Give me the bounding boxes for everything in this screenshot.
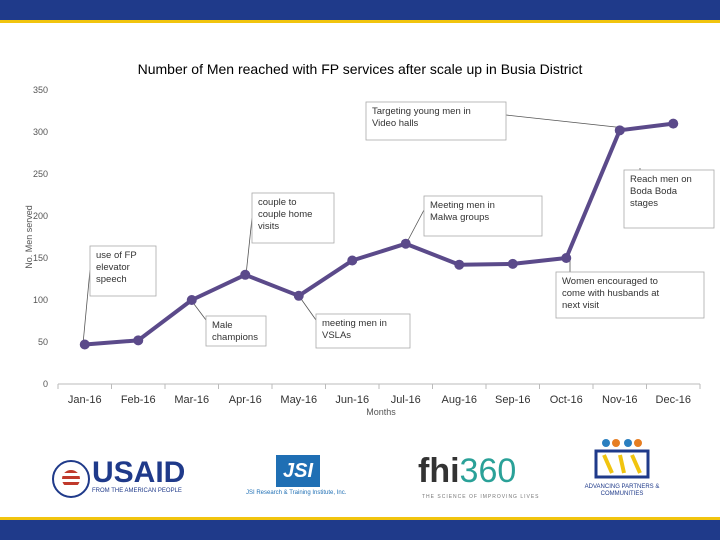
annotation-callout xyxy=(299,296,410,348)
annotation-text: Meeting men in xyxy=(430,200,495,211)
annotation-text: elevator xyxy=(96,262,130,273)
data-point xyxy=(561,253,571,263)
annotation-text: next visit xyxy=(562,300,599,311)
chart-title: Number of Men reached with FP services after scale up in Busia District xyxy=(137,61,583,77)
annotation-text: couple home xyxy=(258,209,313,220)
x-axis xyxy=(58,384,700,406)
x-tick-label: Jun-16 xyxy=(335,394,370,406)
annotation-pointer xyxy=(83,270,90,344)
x-tick-label: Feb-16 xyxy=(120,394,156,406)
data-point xyxy=(187,295,197,305)
x-tick-label: Sep-16 xyxy=(495,394,531,406)
data-point xyxy=(615,125,625,135)
x-tick-label: Jan-16 xyxy=(67,394,102,406)
data-point xyxy=(401,239,411,249)
annotation-text: Boda Boda xyxy=(630,186,678,197)
data-point xyxy=(668,119,678,129)
annotation-pointer xyxy=(406,210,424,244)
annotation-callout xyxy=(246,193,334,275)
y-tick-label: 350 xyxy=(32,85,48,95)
x-tick-label: May-16 xyxy=(280,394,318,406)
annotation-text: Male xyxy=(212,320,233,331)
y-tick-label: 100 xyxy=(32,295,48,305)
data-point xyxy=(80,340,90,350)
x-tick-label: Aug-16 xyxy=(441,394,477,406)
x-tick-label: Mar-16 xyxy=(174,394,210,406)
x-tick-label: Dec-16 xyxy=(655,394,691,406)
data-point xyxy=(508,259,518,269)
annotation-text: use of FP xyxy=(96,250,137,261)
fhi-360-suffix: 360 xyxy=(459,452,517,490)
fhi360-tagline: THE SCIENCE OF IMPROVING LIVES xyxy=(422,494,540,500)
usaid-shield-icon xyxy=(62,470,80,488)
y-tick-label: 250 xyxy=(32,169,48,179)
annotation-text: Targeting young men in xyxy=(372,106,471,117)
x-tick-label: Oct-16 xyxy=(549,394,583,406)
annotation-text: couple to xyxy=(258,197,297,208)
top-band xyxy=(0,0,720,20)
annotation-text: visits xyxy=(258,221,280,232)
annotation-text: Malwa groups xyxy=(430,212,490,223)
x-axis-label: Months xyxy=(366,407,396,417)
x-tick-label: Apr-16 xyxy=(228,394,262,406)
annotation-text: Reach men on xyxy=(630,174,692,185)
apc-logo-icon xyxy=(582,437,662,482)
usaid-seal-icon xyxy=(52,460,90,498)
fhi360-logo xyxy=(418,452,516,491)
usaid-logo: USAID xyxy=(92,456,186,489)
fhi-wordmark: fhi xyxy=(418,452,460,490)
y-tick-label: 50 xyxy=(37,337,48,347)
y-axis-label: No. Men served xyxy=(24,205,34,269)
annotation-pointer xyxy=(506,115,625,128)
data-point xyxy=(294,291,304,301)
jsi-logo: JSI xyxy=(276,455,320,487)
jsi-tagline: JSI Research & Training Institute, Inc. xyxy=(246,490,347,496)
data-point xyxy=(240,270,250,280)
annotation-text: come with husbands at xyxy=(562,288,660,299)
y-tick-label: 150 xyxy=(32,253,48,263)
data-point xyxy=(133,335,143,345)
top-accent-line xyxy=(0,20,720,23)
annotation-callout xyxy=(406,196,542,244)
annotation-text: speech xyxy=(96,274,127,285)
annotation-pointer xyxy=(246,218,252,275)
annotation-callout xyxy=(191,300,266,346)
annotation-callout xyxy=(83,246,156,344)
annotation-text: Women encouraged to xyxy=(562,276,658,287)
y-tick-label: 0 xyxy=(42,379,48,389)
annotation-callout xyxy=(556,258,704,318)
data-point xyxy=(454,260,464,270)
annotation-text: Video halls xyxy=(372,118,419,129)
bottom-band xyxy=(0,520,720,540)
usaid-tagline: FROM THE AMERICAN PEOPLE xyxy=(92,488,182,494)
annotation-callout xyxy=(624,168,714,228)
x-tick-label: Nov-16 xyxy=(602,394,638,406)
y-axis xyxy=(33,85,48,389)
y-tick-label: 300 xyxy=(32,127,48,137)
data-point xyxy=(347,256,357,266)
annotation-text: champions xyxy=(212,332,258,343)
annotation-callout xyxy=(366,102,625,140)
x-tick-label: Jul-16 xyxy=(390,394,421,406)
annotation-text: stages xyxy=(630,198,658,209)
y-tick-label: 200 xyxy=(32,211,48,221)
annotation-text: meeting men in xyxy=(322,318,387,329)
line-chart xyxy=(0,40,720,420)
annotation-text: VSLAs xyxy=(322,330,352,341)
apc-tagline: ADVANCING PARTNERS & COMMUNITIES xyxy=(584,484,660,497)
